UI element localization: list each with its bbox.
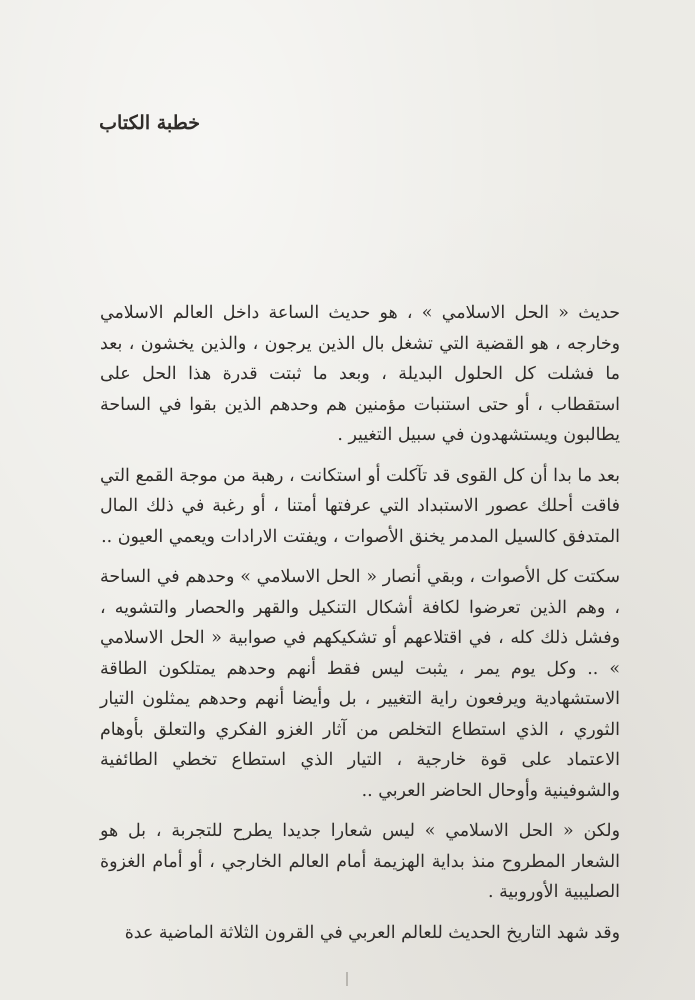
paragraph-4: ولكن « الحل الاسلامي » ليس شعارا جديدا يطرح للتجربة ، بل هو الشعار المطروح منذ بداية الهزيمة أمام العالم الخارجي ، أو أمام الغزوة الصليبية الأوروبية . <box>100 821 620 902</box>
paragraph-2: بعد ما بدا أن كل القوى قد تآكلت أو استكانت ، رهبة من موجة القمع التي فاقت أحلك عصور الاستبداد التي عرفتها أمتنا ، أو رغبة في ذلك المال المتدفق كالسيل المدمر يخنق الأصوات ، ويفتت الارادات ويعمي العيون .. <box>100 465 620 547</box>
paragraph-5: وقد شهد التاريخ الحديث للعالم العربي في القرون الثلاثة الماضية عدة <box>124 922 620 943</box>
chapter-title: خطبة الكتاب <box>99 112 200 134</box>
page-fold-mark <box>345 972 349 986</box>
fold-mark-icon <box>345 972 349 986</box>
paragraph-3: سكتت كل الأصوات ، وبقي أنصار « الحل الاسلامي » وحدهم في الساحة ، وهم الذين تعرضوا لكافة أشكال التنكيل والقهر والحصار والتشويه ، وفشل ذلك كله ، في اقتلاعهم أو تشكيكهم في صوابية « الحل الاسلامي » .. وكل يوم يمر ، يثبت ليس فقط أنهم وحدهم يمتلكون الطاقة الاستشهادية ويرفعون راية التغيير ، بل وأيضا أنهم وحدهم يمثلون التيار الثوري ، الذي استطاع التخلص من آثار الغزو الفكري والتعلق بأوهام الاعتماد على قوة خارجية ، التيار الذي استطاع تخطي الطائفية والشوفينية وأوحال الحاضر العربي .. <box>100 567 620 801</box>
paragraph-1: حديث « الحل الاسلامي » ، هو حديث الساعة داخل العالم الاسلامي وخارجه ، هو القضية التي تشغل بال الذين يرجون ، والذين يخشون ، بعد ما فشلت كل الحلول البديلة ، وبعد ما ثبتت قدرة هذا الحل على استقطاب ، أو حتى استنبات مؤمنين هم وحدهم الذين بقوا في الساحة يطالبون ويستشهدون في سبيل التغيير . <box>100 303 620 445</box>
body-text <box>100 298 620 958</box>
